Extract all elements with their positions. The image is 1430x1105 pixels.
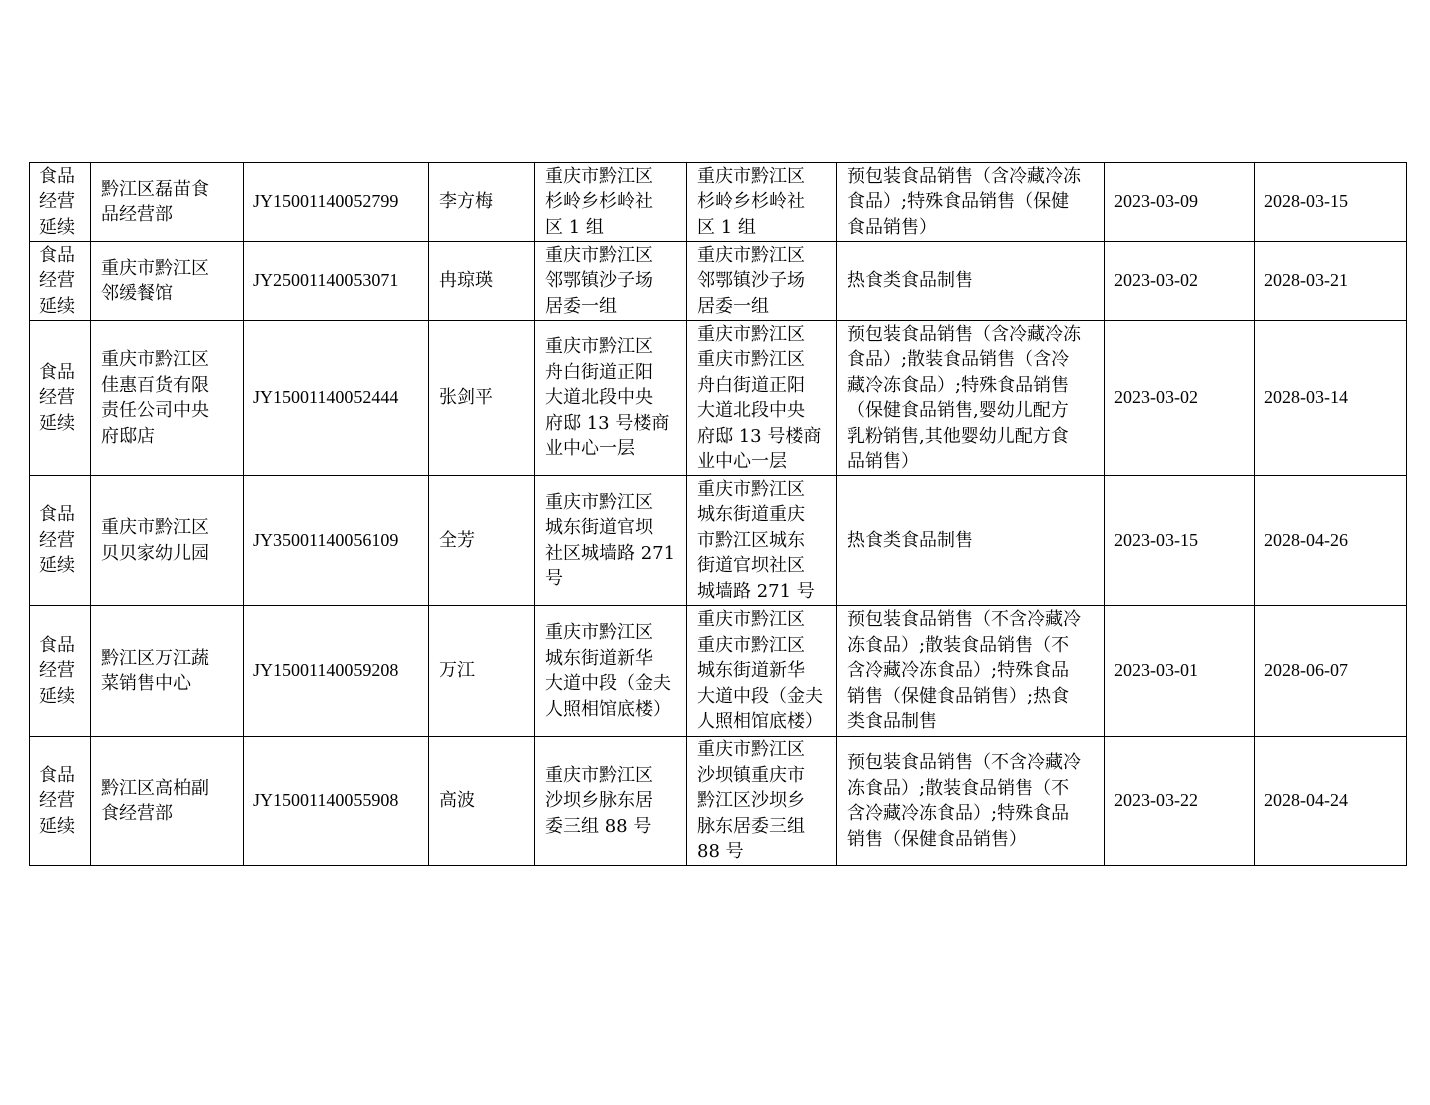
table-row bbox=[30, 606, 1407, 737]
business-type-cell: 食品 经营 延续 bbox=[30, 242, 91, 321]
expiry-date-cell: 2028-04-26 bbox=[1255, 476, 1407, 606]
address-cell: 重庆市黔江区 沙坝乡脉东居 委三组 88 号 bbox=[535, 737, 687, 866]
business-scope-cell: 预包装食品销售（不含冷藏冷 冻食品）;散装食品销售（不 含冷藏冷冻食品）;特殊食品 销售（保健食品销售） bbox=[837, 737, 1105, 866]
license-number-cell: JY25001140053071 bbox=[244, 242, 429, 321]
expiry-date-cell: 2028-03-14 bbox=[1255, 321, 1407, 476]
expiry-date-cell: 2028-06-07 bbox=[1255, 606, 1407, 737]
legal-person-cell: 高波 bbox=[429, 737, 535, 866]
table-row bbox=[30, 242, 1407, 321]
table-row bbox=[30, 476, 1407, 606]
legal-person-cell: 全芳 bbox=[429, 476, 535, 606]
legal-person-cell: 李方梅 bbox=[429, 163, 535, 242]
business-site-cell: 重庆市黔江区 重庆市黔江区 舟白街道正阳 大道北段中央 府邸 13 号楼商 业中心一层 bbox=[687, 321, 837, 476]
address-cell: 重庆市黔江区 舟白街道正阳 大道北段中央 府邸 13 号楼商 业中心一层 bbox=[535, 321, 687, 476]
expiry-date-cell: 2028-04-24 bbox=[1255, 737, 1407, 866]
address-cell: 重庆市黔江区 邻鄂镇沙子场 居委一组 bbox=[535, 242, 687, 321]
business-type-cell: 食品 经营 延续 bbox=[30, 737, 91, 866]
business-scope-cell: 热食类食品制售 bbox=[837, 476, 1105, 606]
business-type-cell: 食品 经营 延续 bbox=[30, 476, 91, 606]
address-cell: 重庆市黔江区 城东街道官坝 社区城墙路 271 号 bbox=[535, 476, 687, 606]
issue-date-cell: 2023-03-01 bbox=[1105, 606, 1255, 737]
license-number-cell: JY15001140055908 bbox=[244, 737, 429, 866]
license-number-cell: JY15001140052799 bbox=[244, 163, 429, 242]
legal-person-cell: 冉琼瑛 bbox=[429, 242, 535, 321]
business-name-cell: 重庆市黔江区 贝贝家幼儿园 bbox=[91, 476, 244, 606]
business-site-cell: 重庆市黔江区 重庆市黔江区 城东街道新华 大道中段（金夫 人照相馆底楼） bbox=[687, 606, 837, 737]
business-site-cell: 重庆市黔江区 沙坝镇重庆市 黔江区沙坝乡 脉东居委三组 88 号 bbox=[687, 737, 837, 866]
business-name-cell: 重庆市黔江区 邻缓餐馆 bbox=[91, 242, 244, 321]
business-name-cell: 黔江区磊苗食 品经营部 bbox=[91, 163, 244, 242]
table-row bbox=[30, 163, 1407, 242]
address-cell: 重庆市黔江区 杉岭乡杉岭社 区 1 组 bbox=[535, 163, 687, 242]
business-type-cell: 食品 经营 延续 bbox=[30, 163, 91, 242]
legal-person-cell: 张剑平 bbox=[429, 321, 535, 476]
license-records-table bbox=[29, 162, 1407, 866]
business-site-cell: 重庆市黔江区 杉岭乡杉岭社 区 1 组 bbox=[687, 163, 837, 242]
business-scope-cell: 预包装食品销售（不含冷藏冷 冻食品）;散装食品销售（不 含冷藏冷冻食品）;特殊食品 销售（保健食品销售）;热食 类食品制售 bbox=[837, 606, 1105, 737]
business-scope-cell: 预包装食品销售（含冷藏冷冻 食品）;散装食品销售（含冷 藏冷冻食品）;特殊食品销售 （保健食品销售,婴幼儿配方 乳粉销售,其他婴幼儿配方食 品销售） bbox=[837, 321, 1105, 476]
table-row bbox=[30, 737, 1407, 866]
issue-date-cell: 2023-03-02 bbox=[1105, 242, 1255, 321]
business-site-cell: 重庆市黔江区 邻鄂镇沙子场 居委一组 bbox=[687, 242, 837, 321]
business-name-cell: 重庆市黔江区 佳惠百货有限 责任公司中央 府邸店 bbox=[91, 321, 244, 476]
license-number-cell: JY35001140056109 bbox=[244, 476, 429, 606]
business-site-cell: 重庆市黔江区 城东街道重庆 市黔江区城东 街道官坝社区 城墙路 271 号 bbox=[687, 476, 837, 606]
license-number-cell: JY15001140052444 bbox=[244, 321, 429, 476]
license-number-cell: JY15001140059208 bbox=[244, 606, 429, 737]
business-scope-cell: 热食类食品制售 bbox=[837, 242, 1105, 321]
business-type-cell: 食品 经营 延续 bbox=[30, 321, 91, 476]
expiry-date-cell: 2028-03-15 bbox=[1255, 163, 1407, 242]
business-type-cell: 食品 经营 延续 bbox=[30, 606, 91, 737]
issue-date-cell: 2023-03-09 bbox=[1105, 163, 1255, 242]
business-name-cell: 黔江区万江蔬 菜销售中心 bbox=[91, 606, 244, 737]
business-name-cell: 黔江区高柏副 食经营部 bbox=[91, 737, 244, 866]
address-cell: 重庆市黔江区 城东街道新华 大道中段（金夫 人照相馆底楼） bbox=[535, 606, 687, 737]
issue-date-cell: 2023-03-02 bbox=[1105, 321, 1255, 476]
business-scope-cell: 预包装食品销售（含冷藏冷冻 食品）;特殊食品销售（保健 食品销售） bbox=[837, 163, 1105, 242]
issue-date-cell: 2023-03-15 bbox=[1105, 476, 1255, 606]
table-row bbox=[30, 321, 1407, 476]
issue-date-cell: 2023-03-22 bbox=[1105, 737, 1255, 866]
expiry-date-cell: 2028-03-21 bbox=[1255, 242, 1407, 321]
legal-person-cell: 万江 bbox=[429, 606, 535, 737]
